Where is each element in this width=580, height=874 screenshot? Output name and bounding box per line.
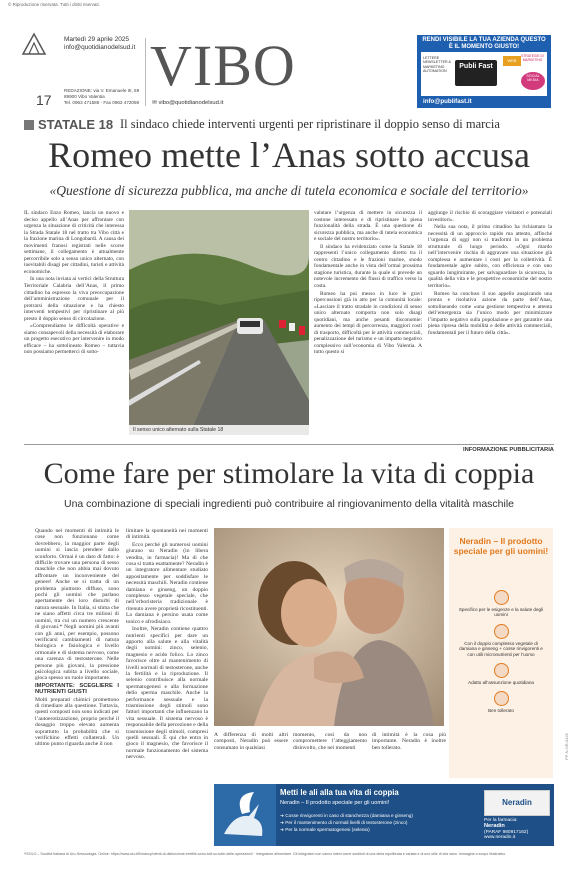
masthead-email[interactable]: info@quotidianodelsud.it	[64, 44, 136, 51]
article-headline: Romeo mette l’Anas sotto accusa	[48, 135, 530, 175]
advert-footer-note: *ISOLO – Società Italiana di Uro-Sessuologia. Online: https://www.siu.it/ll/mancy/utenti-di-disfunzione-erettile-sono-tutt-su-tutte-delle-operazioni/ · Integratore alimentare. Gli integratori non vanno intesi come sostituti di una dieta equilibrata e variata e di uno stile di vita sano. Immagine a scopo illustrativo	[24, 852, 506, 856]
masthead-date: Martedì 29 aprile 2025	[64, 36, 130, 43]
top-ad-contact[interactable]: info@publifast.it	[423, 98, 472, 105]
badge-social: SOCIAL MEDIA	[521, 72, 545, 90]
advert-headline: Come fare per stimolare la vita di coppia	[43, 457, 535, 490]
product-sidebar	[449, 528, 553, 778]
banner-bullet: ➜ Per il mantenimento di normali livelli di testosterone (zinco)	[280, 820, 408, 825]
pharmacy-block: Per la farmacia: Neradin (PARAF 980917162) www.neradin.it	[484, 818, 529, 841]
top-notice: © Riproduzione riservata. Tutti i diritti riservati.	[8, 2, 100, 7]
advert-column-2: limitare la spontaneità nei momenti di intimità. Ecco perché gli numerosi uomini giurano su Neradin (in libera vendita, in farmacia)! Ma di che cosa si tratta esattamente? Neradin è un integratore alimentare studiato appositamente per soddisfare le necessità maschili. Neradin contiene damiana e ginseng, un doppio complesso vegetale speciale, che nell’erboristeria tradizionale è ritenuto avere proprietà ricostituenti. La damiana è persino usata come tonico e afrodisiaco. Inoltre, Neradin contiene quattro nutrienti specifici per dare un apporto alla salute e alla vitalità degli uomini: zinco, selenio, magnesio e acido folico. Lo zinco favorisce oltre al mantenimento di livelli normali di testosterone, anche la fertilità e la riproduzione. Il selenio contribuisce alla normale spermatogenesi e alla formazione dello sperma maschile. Anche la performance sessuale e la trasmissione degli stimoli sono fattori importanti che influenzano la vita sessuale. Il sistema nervoso è responsabile della percezione e della trasmissione degli stimoli, compresi quelli sessuali. È qui che entra in gioco il magnesio, che favorisce il normale funzionamento del sistema nervoso.	[126, 528, 208, 761]
page-number: 17	[36, 92, 52, 108]
newspaper-logo-icon	[20, 30, 48, 58]
redazione-block: REDAZIONE: via V. Emanuele III, 69 89900 Vibo Valentia Tel. 0963 471586 · Fax 0963 472059	[64, 88, 140, 105]
advert-caption-2: momento, così da non compromettere l’atteggiamento disinvolto, che nei momenti	[293, 732, 367, 751]
badge-strategy: STRATEGIE DI MARKETING	[521, 54, 544, 62]
product-banner[interactable]	[214, 784, 554, 846]
leaf-icon	[494, 590, 509, 605]
kicker-square-icon	[24, 120, 34, 130]
top-ad-panel	[421, 52, 547, 96]
banner-bullet: ➜ Per la normale spermatogenesi (selenio)	[280, 827, 370, 832]
article-overline: Il sindaco chiede interventi urgenti per ripristinare il doppio senso di marcia	[120, 117, 500, 131]
photo-caption: Il senso unico alternato sulla Statale 18	[129, 425, 309, 435]
section-divider	[24, 444, 554, 445]
product-box: Neradin	[484, 790, 550, 816]
advert-caption-1: A differenza di molti altri composti, Neradin può essere consumato in qualsiasi	[214, 732, 288, 751]
banner-bullet: ➜ Cosse rinvigorenti in caso di stanchezza (damiana e ginseng)	[280, 813, 413, 818]
top-ad-left-text: LETTERE NEWSLETTER & MARKETING AUTOMATION	[423, 56, 451, 74]
banner-sub: Neradin – Il prodotto speciale per gli uomini!	[280, 800, 390, 806]
article-column-1: IL sindaco Enzo Romeo, lancia un nuovo e deciso appello all’Anas per affrontare con urgenza la situazione di criticità che interessa la Strada Statale 18 nel tratto tra Vibo città e la frazione marina di Longobardi. A causa dei movimenti franosi registrati nelle scorse settimane, il collegamento è attualmente percorribile solo a senso unico alternato, con inevitabili disagi per cittadini, turisti e attività economiche. In una nota inviata ai vertici della Struttura Territoriale Calabria dell’Anas, il primo cittadino ha espresso la viva preoccupazione dell’amministrazione comunale per il protrarsi della situazione e ha chiesto interventi tempestivi per ripristinare al più presto il doppio senso di circolazione. «Comprendiamo le difficoltà operative e siamo consapevoli della necessità di elaborare un progetto esecutivo per intervenire in modo efficace – ha sottolineato Romeo – tuttavia non possiamo permetterci di sotto-	[24, 210, 124, 356]
sidebar-item: Ben tollerato	[457, 691, 545, 713]
top-ad-headline: RENDI VISIBILE LA TUA AZIENDA QUESTO È IL MOMENTO GIUSTO!	[422, 37, 546, 50]
badge-web: WEB	[503, 56, 521, 66]
plant-icon	[494, 624, 509, 639]
sidebar-list	[457, 590, 545, 720]
article-column-3: valutare l’urgenza di mettere in sicurezza il costone interessato e di ripristinare la piena funzionalità della strada. È una questione di sicurezza pubblica, ma anche di tutela economica e sociale del nostro territorio». Il sindaco ha evidenziato come la Statale 18 rappresenti l’unico collegamento diretto tra il centro cittadino e le frazioni marine, snodo fondamentale anche in vista dell’ormai prossima stagione turistica, durante la quale si prevede un notevole incremento dei flussi di traffico verso la costa. Romeo ha poi messo in luce le gravi ripercussioni già in atto per la comunità locale: «Lasciare il tratto stradale in condizioni di senso unico alternato comporta non solo disagi quotidiani, ma anche pesanti disconomie: aumento dei tempi di percorrenza, maggiori costi di trasporto, difficoltà per le attività commerciali, penalizzazione del turismo e un impatto negativo complessivo sull’economia di Vibo Valentia. A tutto questo si	[314, 210, 422, 356]
sidebar-item: Con il doppio complesso vegetale di damiana e ginseng + cosse rinvigorenti e con utili micronutrienti per l’uomo	[457, 624, 545, 657]
publifast-logo: Publi Fast	[455, 60, 497, 86]
thumb-icon	[494, 691, 509, 706]
advert-caption-3: di intimità è la cosa più importante. Neradin è inoltre ben tollerato.	[372, 732, 446, 751]
advert-subhead: Una combinazione di speciali ingredienti può contribuire al ringiovanimento della vitalità maschile	[64, 498, 514, 510]
side-code: PP-N-NR-0425	[564, 733, 569, 760]
article-kicker: STATALE 18	[38, 117, 114, 132]
article-column-4: aggiunge il rischio di scoraggiare visitatori e potenziali investitori». Nella sua nota, il primo cittadino ha richiamato la necessità di un approccio rapido ma attento, affinché l’urgenza di oggi non si trasformi in un problema strutturale di lungo periodo. «Ogni ritardo nell’intervenire rischia di aggravare una situazione già complessa e aumentare i costi per la collettività. È fondamentale agire subito, con efficienza e con uno sguardo lungimirante, per salvaguardare la sicurezza, la qualità della vita e le prospettive economiche del nostro territorio». Romeo ha concluso il suo appello auspicando una pronta e risolutiva azione da parte dell’Anas, sottolineando come «una gestione tempestiva e attenta dell’emergenza sia l’unico modo per minimizzare l’impatto negativo sulla popolazione e per garantire una piena ripresa della mobilità e delle attività commerciali, fondamentali per il futuro della città».	[428, 210, 552, 336]
masthead-divider	[145, 38, 146, 106]
article-subhead: «Questione di sicurezza pubblica, ma anche di tutela economica e sociale del territorio»	[49, 183, 529, 198]
banner-headline: Metti le ali alla tua vita di coppia	[280, 788, 399, 797]
couple-photo	[214, 528, 444, 726]
advert-column-1: Quando nei momenti di intimità le cose non funzionano come dovrebbero, la maggior parte degli uomini si lascia prendere dallo sconforto. Ormai è un dato di fatto: è difficile trovare una persona di sesso maschile che non abbia mai dovuto affrontare un inconveniente del genere! Anche se si tratta di un problema piuttosto diffuso, sono pochi gli uomini che parlano apertamente dei loro disturbi di natura sessuale. In Italia, si stima che ne siano affetti circa tre milioni di uomini, tra cui un numero crescente di giovani.* Negli uomini più avanti con gli anni, per esempio, possono verificarsi cambiamenti di natura biologica e fisiologica e livello ormonale e di sistema nervoso, come una carenza di testosterone. Nelle persone più giovani, la pressione psicologica subita a livello sociale, gioca spesso un ruolo importante. IMPORTANTE: SCEGLIERE I NUTRIENTI GIUSTI Molti preparati chimici promettono di rimediare alla questione. Tuttavia, questi composti non sono indicati per l’autoerotizzazione, proprio perché il dosaggio troppo elevato aumenta soprattutto la probabilità che si verifichino effetti collaterali. Un ultimo punto riguarda anche il non	[35, 528, 119, 748]
sidebar-item: Adatto all’assunzione quotidiana	[457, 663, 545, 685]
advert-label: INFORMAZIONE PUBBLICITARIA	[462, 447, 554, 453]
pegasus-icon	[214, 784, 276, 846]
section-title: VIBO	[150, 33, 296, 98]
calendar-icon	[494, 663, 509, 678]
banner-bullets	[280, 812, 480, 833]
section-email[interactable]: ✉ vibo@quotidianodelsud.it	[152, 100, 224, 106]
sidebar-item: Specifico per le esigenze e la salute degli uomini	[457, 590, 545, 618]
sidebar-title: Neradin – Il prodotto speciale per gli uomini!	[453, 536, 549, 556]
article-photo	[129, 210, 309, 435]
top-advertisement[interactable]	[417, 35, 551, 108]
